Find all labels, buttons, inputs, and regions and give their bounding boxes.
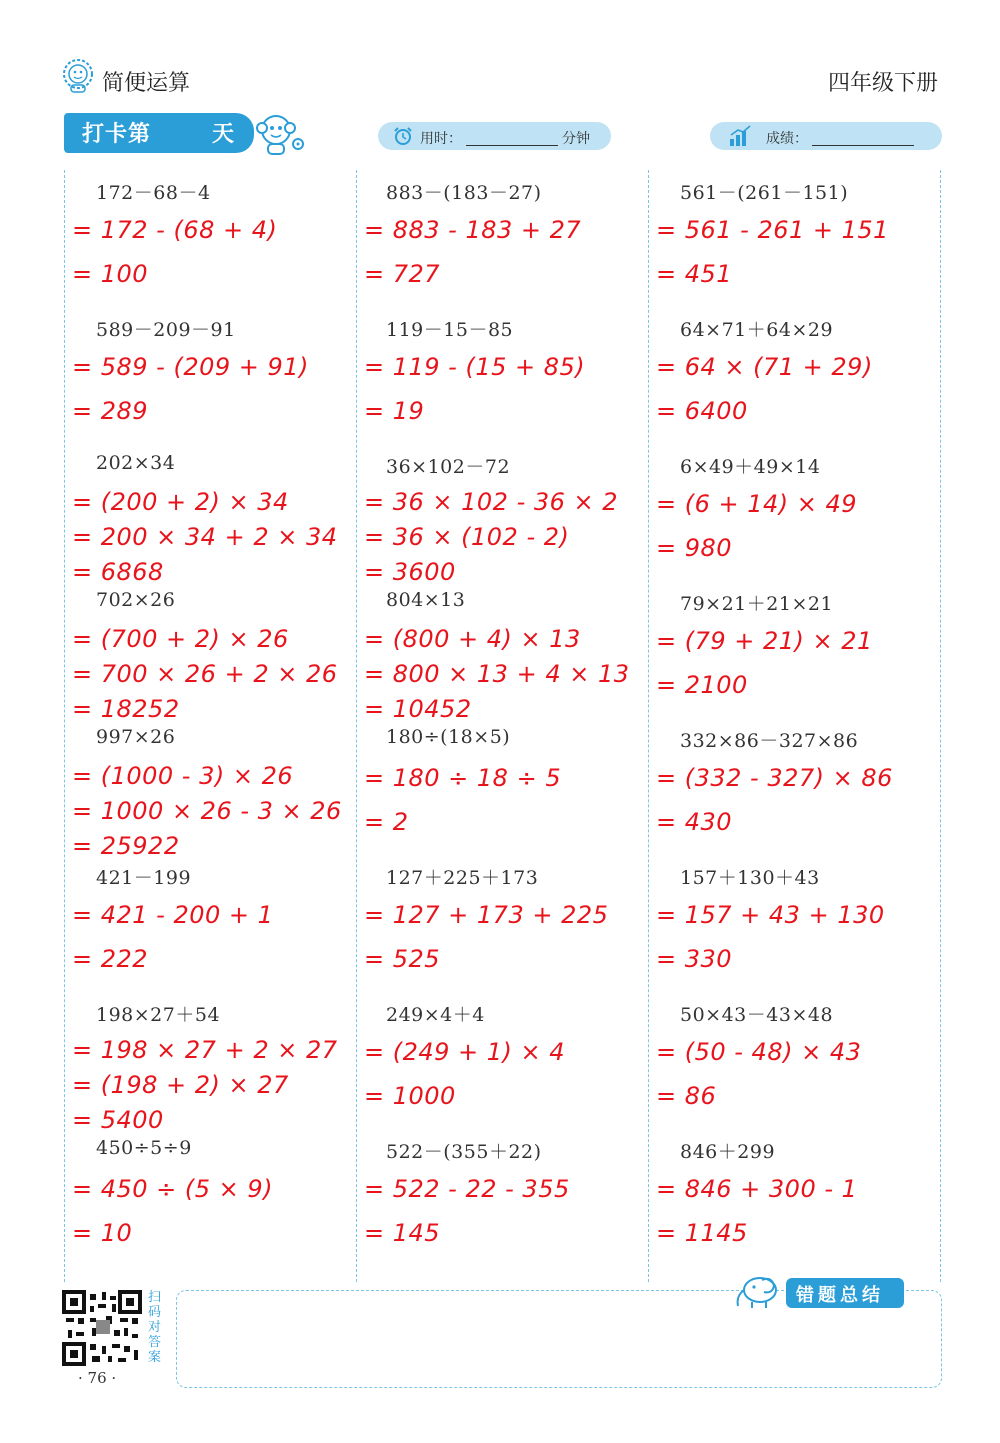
handwritten-answer-line: = 36 × 102 - 36 × 2 — [364, 488, 619, 516]
bar-chart-icon — [728, 124, 752, 148]
handwritten-answer-line: = 525 — [364, 945, 441, 973]
handwritten-answer-line: = (1000 - 3) × 26 — [72, 762, 294, 790]
grade-label: 四年级下册 — [827, 71, 938, 96]
problem-expression: 157＋130＋43 — [680, 867, 820, 889]
handwritten-answer-line: = 800 × 13 + 4 × 13 — [364, 660, 630, 688]
handwritten-answer-line: = 883 - 183 + 27 — [364, 216, 582, 244]
handwritten-answer-line: = 980 — [656, 534, 733, 562]
problem-expression: 804×13 — [386, 589, 466, 611]
handwritten-answer-line: = 589 - (209 + 91) — [72, 353, 309, 381]
problem-expression: 522－(355＋22) — [386, 1141, 542, 1163]
scan-for-answers-text: 扫码对答案 — [148, 1290, 162, 1365]
handwritten-answer-line: = 10 — [72, 1219, 133, 1247]
alarm-clock-icon — [392, 125, 414, 147]
handwritten-answer-line: = (249 + 1) × 4 — [364, 1038, 566, 1066]
section-title: 简便运算 — [102, 71, 191, 96]
column-divider — [648, 170, 649, 1282]
handwritten-answer-line: = 846 + 300 - 1 — [656, 1175, 858, 1203]
handwritten-answer-line: = 18252 — [72, 695, 180, 723]
problem-expression: 421－199 — [96, 867, 192, 889]
handwritten-answer-line: = 198 × 27 + 2 × 27 — [72, 1036, 338, 1064]
handwritten-answer-line: = (6 + 14) × 49 — [656, 490, 858, 518]
mistake-summary-label: 错题总结 — [796, 1285, 884, 1306]
column-divider — [64, 170, 65, 1282]
column-divider — [940, 170, 941, 1282]
handwritten-answer-line: = 10452 — [364, 695, 472, 723]
problem-expression: 846＋299 — [680, 1141, 776, 1163]
handwritten-answer-line: = 430 — [656, 808, 733, 836]
problem-expression: 702×26 — [96, 589, 176, 611]
handwritten-answer-line: = 289 — [72, 397, 149, 425]
handwritten-answer-line: = 3600 — [364, 558, 456, 586]
problem-expression: 249×4＋4 — [386, 1004, 485, 1026]
page-number: · 76 · — [78, 1369, 117, 1387]
problem-expression: 50×43－43×48 — [680, 1004, 834, 1026]
checkin-label: 打卡第 — [82, 122, 152, 147]
problem-expression: 198×27＋54 — [96, 1004, 221, 1026]
handwritten-answer-line: = 700 × 26 + 2 × 26 — [72, 660, 338, 688]
handwritten-answer-line: = 145 — [364, 1219, 441, 1247]
monkey-mascot-icon — [252, 108, 308, 158]
handwritten-answer-line: = (800 + 4) × 13 — [364, 625, 581, 653]
handwritten-answer-line: = 451 — [656, 260, 733, 288]
time-label: 用时： — [420, 131, 462, 147]
problem-expression: 6×49＋49×14 — [680, 456, 821, 478]
handwritten-answer-line: = 36 × (102 - 2) — [364, 523, 570, 551]
handwritten-answer-line: = 127 + 173 + 225 — [364, 901, 609, 929]
handwritten-answer-line: = (50 - 48) × 43 — [656, 1038, 862, 1066]
handwritten-answer-line: = 64 × (71 + 29) — [656, 353, 873, 381]
handwritten-answer-line: = 200 × 34 + 2 × 34 — [72, 523, 338, 551]
problem-expression: 883－(183－27) — [386, 182, 542, 204]
problem-expression: 202×34 — [96, 452, 176, 474]
handwritten-answer-line: = (332 - 327) × 86 — [656, 764, 893, 792]
handwritten-answer-line: = 421 - 200 + 1 — [72, 901, 274, 929]
time-unit: 分钟 — [562, 131, 590, 147]
problem-expression: 64×71＋64×29 — [680, 319, 834, 341]
handwritten-answer-line: = (700 + 2) × 26 — [72, 625, 289, 653]
handwritten-answer-line: = 450 ÷ (5 × 9) — [72, 1175, 274, 1203]
handwritten-answer-line: = 19 — [364, 397, 425, 425]
lion-mascot-icon — [60, 58, 96, 94]
handwritten-answer-line: = 1000 × 26 - 3 × 26 — [72, 797, 342, 825]
handwritten-answer-line: = 5400 — [72, 1106, 164, 1134]
problem-expression: 36×102－72 — [386, 456, 511, 478]
problem-expression: 997×26 — [96, 726, 176, 748]
problem-expression: 332×86－327×86 — [680, 730, 859, 752]
checkin-day-label: 天 — [212, 122, 235, 147]
time-input-line[interactable] — [466, 145, 558, 146]
handwritten-answer-line: = 561 - 261 + 151 — [656, 216, 889, 244]
handwritten-answer-line: = (200 + 2) × 34 — [72, 488, 289, 516]
handwritten-answer-line: = 25922 — [72, 832, 180, 860]
problem-expression: 450÷5÷9 — [96, 1137, 192, 1159]
problem-expression: 172－68－4 — [96, 182, 211, 204]
problem-expression: 119－15－85 — [386, 319, 514, 341]
handwritten-answer-line: = 100 — [72, 260, 149, 288]
handwritten-answer-line: = 6868 — [72, 558, 164, 586]
elephant-mascot-icon — [732, 1270, 788, 1310]
problem-expression: 79×21＋21×21 — [680, 593, 834, 615]
handwritten-answer-line: = 2100 — [656, 671, 748, 699]
handwritten-answer-line: = (79 + 21) × 21 — [656, 627, 873, 655]
score-label: 成绩： — [766, 131, 808, 147]
problem-expression: 180÷(18×5) — [386, 726, 511, 748]
handwritten-answer-line: = 157 + 43 + 130 — [656, 901, 885, 929]
handwritten-answer-line: = 1145 — [656, 1219, 748, 1247]
handwritten-answer-line: = 1000 — [364, 1082, 456, 1110]
column-divider — [356, 170, 357, 1282]
handwritten-answer-line: = 119 - (15 + 85) — [364, 353, 586, 381]
problem-expression: 589－209－91 — [96, 319, 236, 341]
handwritten-answer-line: = 330 — [656, 945, 733, 973]
handwritten-answer-line: = 6400 — [656, 397, 748, 425]
handwritten-answer-line: = 2 — [364, 808, 409, 836]
handwritten-answer-line: = 180 ÷ 18 ÷ 5 — [364, 764, 562, 792]
handwritten-answer-line: = 86 — [656, 1082, 717, 1110]
score-input-line[interactable] — [812, 145, 914, 146]
handwritten-answer-line: = 727 — [364, 260, 441, 288]
handwritten-answer-line: = (198 + 2) × 27 — [72, 1071, 289, 1099]
handwritten-answer-line: = 222 — [72, 945, 149, 973]
problem-expression: 127＋225＋173 — [386, 867, 539, 889]
handwritten-answer-line: = 522 - 22 - 355 — [364, 1175, 570, 1203]
problem-expression: 561－(261－151) — [680, 182, 849, 204]
qr-code-icon[interactable] — [62, 1290, 142, 1366]
handwritten-answer-line: = 172 - (68 + 4) — [72, 216, 278, 244]
